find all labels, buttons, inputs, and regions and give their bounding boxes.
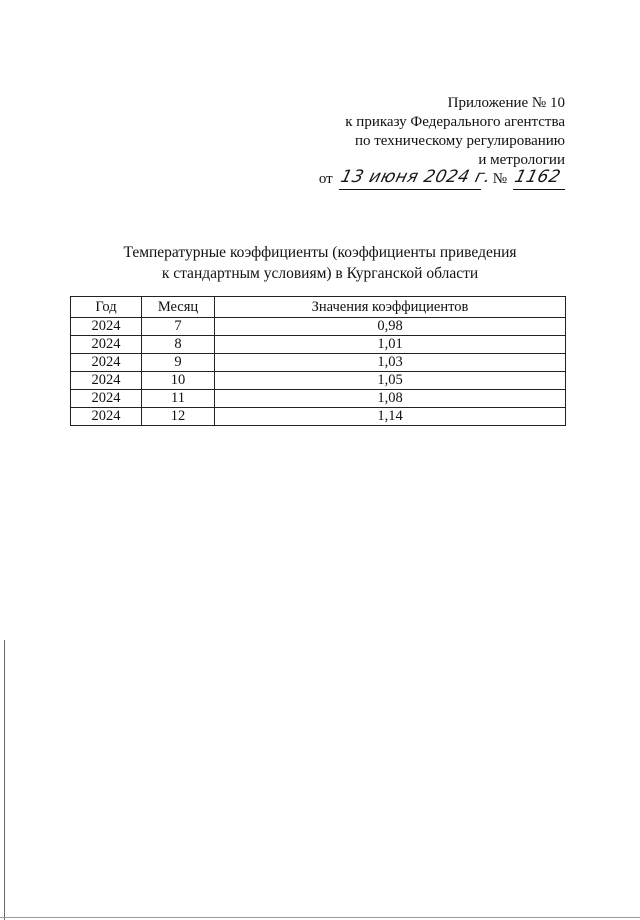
- header-coefficient-values: Значения коэффициентов: [215, 297, 566, 318]
- appendix-agency-line-end: и метрологии: [478, 152, 565, 168]
- cell-coefficient: 1,05: [215, 372, 566, 390]
- cell-coefficient: 0,98: [215, 318, 566, 336]
- table-row: [71, 372, 566, 390]
- cell-coefficient: 1,03: [215, 354, 566, 372]
- table-row: [71, 318, 566, 336]
- cell-month: 7: [142, 318, 215, 336]
- appendix-order-ref: к приказу Федерального агентства: [345, 114, 565, 130]
- cell-month: 9: [142, 354, 215, 372]
- header-month: Месяц: [142, 297, 215, 318]
- title-line-1: Температурные коэффициенты (коэффициенты приведения: [123, 244, 517, 261]
- cell-coefficient: 1,08: [215, 390, 566, 408]
- title-line-2: к стандартным условиям) в Курганской области: [161, 265, 479, 282]
- number-label: №: [492, 171, 507, 187]
- table-row: [71, 354, 566, 372]
- table-row: [71, 390, 566, 408]
- table-header-row: [71, 297, 566, 318]
- handwritten-number: 1162: [512, 167, 563, 187]
- header-year: Год: [71, 297, 142, 318]
- table-row: [71, 336, 566, 354]
- coefficients-table: [70, 296, 566, 426]
- cell-month: 8: [142, 336, 215, 354]
- cell-month: 12: [142, 408, 215, 426]
- scan-edge-line: [0, 917, 640, 918]
- cell-year: 2024: [71, 318, 142, 336]
- cell-month: 10: [142, 372, 215, 390]
- cell-coefficient: 1,14: [215, 408, 566, 426]
- order-date-number-line: [319, 168, 565, 190]
- cell-year: 2024: [71, 354, 142, 372]
- appendix-agency-line: по техническому регулированию: [354, 133, 565, 149]
- from-label: от: [318, 171, 333, 187]
- table-row: [71, 408, 566, 426]
- order-number-field: [513, 169, 565, 190]
- cell-year: 2024: [71, 408, 142, 426]
- cell-year: 2024: [71, 390, 142, 408]
- cell-month: 11: [142, 390, 215, 408]
- document-title: [0, 242, 640, 284]
- appendix-header: [345, 94, 565, 170]
- scan-edge-line: [4, 640, 5, 920]
- cell-year: 2024: [71, 372, 142, 390]
- order-date-field: [338, 167, 493, 190]
- handwritten-date: 13 июня 2024 г.: [338, 167, 493, 187]
- cell-year: 2024: [71, 336, 142, 354]
- cell-coefficient: 1,01: [215, 336, 566, 354]
- appendix-number: Приложение № 10: [447, 95, 565, 111]
